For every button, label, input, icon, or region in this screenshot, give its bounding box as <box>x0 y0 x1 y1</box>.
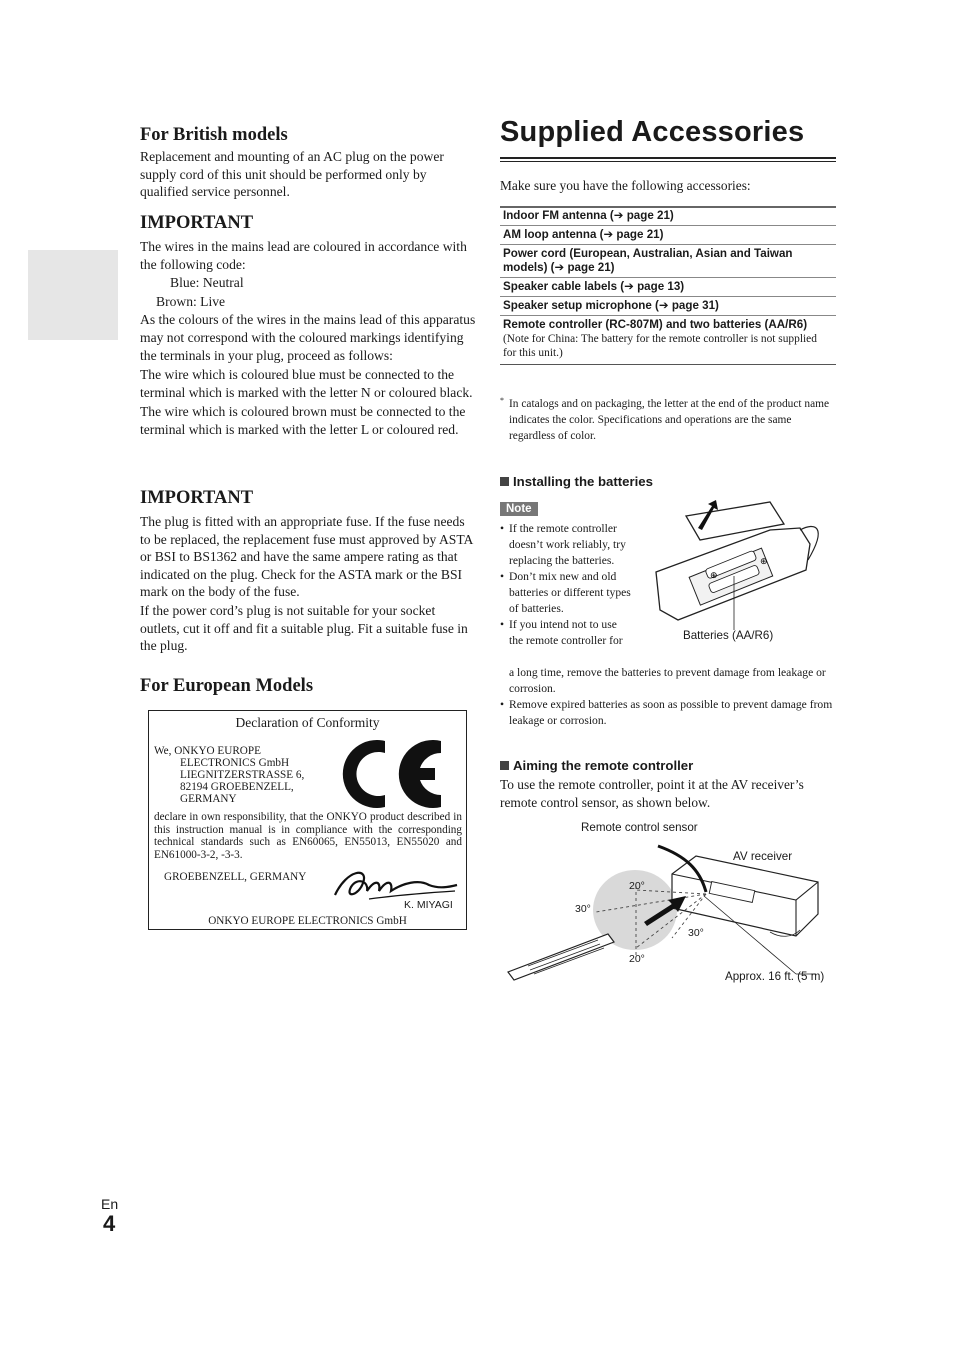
batteries-heading: Installing the batteries <box>500 474 653 489</box>
table-row <box>500 207 836 226</box>
battery-notes-list-2 <box>500 697 836 729</box>
european-section <box>140 675 476 697</box>
important2-p2: If the power cord’s plug is not suitable for your socket outlets, cut it off and fit a suitable plug. Fit a suitable fuse in the plug. <box>140 602 468 654</box>
list-item: • Remove expired batteries as soon as possible to prevent damage from leakage or corrosion. <box>500 697 836 729</box>
table-row <box>500 297 836 316</box>
title-rule-thin <box>500 161 836 162</box>
important2-p1: The plug is fitted with an appropriate fuse. If the fuse needs to be replaced, the replacement fuse must approved by ASTA or BSI to BS1362 and have the same ampere rating as that indicated on the plug. Check for the ASTA mark or the BSI mark on the body of the fuse. <box>140 514 473 600</box>
important1-intro: The wires in the mains lead are coloured in accordance with the following code: <box>140 239 467 272</box>
accessories-table <box>500 207 836 365</box>
accessory-item: Indoor FM antenna (➔ page 21) <box>500 207 836 226</box>
declaration-of-conformity-box <box>148 710 467 930</box>
note-badge <box>500 499 538 517</box>
batteries-caption: Batteries (AA/R6) <box>683 629 774 642</box>
list-item: • If the remote controller doesn’t work reliably, try replacing the batteries. <box>500 521 632 569</box>
table-row <box>500 245 836 278</box>
list-item: • If you intend not to use the remote controller for <box>500 617 632 649</box>
accessory-item: Speaker cable labels (➔ page 13) <box>500 278 836 297</box>
aiming-heading: Aiming the remote controller <box>500 758 693 773</box>
section-square-icon <box>500 477 509 486</box>
battery-notes-list <box>500 521 632 649</box>
wire-brown: Brown: Live <box>156 293 226 309</box>
note-label: Note <box>500 502 538 516</box>
important1-heading: IMPORTANT <box>140 213 254 233</box>
title-rule <box>500 157 836 159</box>
distance-label: Approx. 16 ft. (5 m) <box>725 970 825 983</box>
aiming-diagram <box>500 838 840 988</box>
footnote-text: In catalogs and on packaging, the letter at the end of the product name indicates the color. Specifications and operations are the same regardless of color. <box>509 398 830 442</box>
footnote <box>500 396 836 444</box>
important1-p1: As the colours of the wires in the mains lead of this apparatus may not correspond with the coloured markings identifying the terminals in your plug, proceed as follows: <box>140 312 476 363</box>
british-heading: For British models <box>140 125 288 145</box>
doc-place: GROEBENZELL, GERMANY <box>164 871 307 883</box>
language-code: En <box>101 1196 119 1212</box>
british-section <box>140 124 476 201</box>
important2-section <box>140 487 476 655</box>
doc-address-line2: ELECTRONICS GmbH <box>180 757 290 769</box>
angle-bottom-label: 20° <box>629 953 645 965</box>
section-tab-marker <box>28 250 118 340</box>
european-heading: For European Models <box>140 676 314 696</box>
svg-text:⊕: ⊕ <box>710 571 718 581</box>
sensor-label: Remote control sensor <box>581 821 698 834</box>
receiver-label: AV receiver <box>733 850 793 863</box>
accessory-note: (Note for China: The battery for the remote controller is not supplied for this unit.) <box>503 333 817 359</box>
accessory-cell <box>500 316 836 365</box>
doc-company: ONKYO EUROPE ELECTRONICS GmbH <box>208 915 407 927</box>
table-row <box>500 278 836 297</box>
accessory-item: Power cord (European, Australian, Asian and Taiwan models) (➔ page 21) <box>500 245 836 278</box>
angle-right-label: 30° <box>688 927 704 939</box>
list-item: • Don’t mix new and old batteries or different types of batteries. <box>500 569 632 617</box>
doc-address-line1: We, ONKYO EUROPE <box>154 745 261 757</box>
remote-battery-illustration <box>650 500 840 630</box>
section-square-icon <box>500 761 509 770</box>
battery-note-continued: a long time, remove the batteries to prevent damage from leakage or corrosion. <box>509 666 826 695</box>
doc-address-line4: 82194 GROEBENZELL, <box>180 781 294 793</box>
doc-title: Declaration of Conformity <box>235 715 380 730</box>
footnote-mark: * <box>500 396 504 405</box>
svg-text:⊕: ⊕ <box>760 557 768 567</box>
important1-section <box>140 212 476 439</box>
doc-address-line5: GERMANY <box>180 793 237 805</box>
important1-p2: The wire which is coloured blue must be connected to the terminal which is marked with the letter N or coloured black. <box>140 367 473 400</box>
table-row <box>500 226 836 245</box>
accessories-intro: Make sure you have the following accessories: <box>500 178 751 193</box>
doc-signer: K. MIYAGI <box>404 899 453 911</box>
important2-heading: IMPORTANT <box>140 488 254 508</box>
accessory-item: Speaker setup microphone (➔ page 31) <box>500 297 836 316</box>
page-number: 4 <box>103 1211 116 1236</box>
doc-address-line3: LIEGNITZERSTRASSE 6, <box>180 769 305 781</box>
accessory-item: AM loop antenna (➔ page 21) <box>500 226 836 245</box>
angle-left-label: 30° <box>575 903 591 915</box>
angle-top-label: 20° <box>629 880 645 892</box>
aiming-body: To use the remote controller, point it at the AV receiver’s remote control sensor, as shown below. <box>500 777 804 810</box>
wire-blue: Blue: Neutral <box>170 275 244 291</box>
accessory-item: Remote controller (RC-807M) and two batteries (AA/R6) <box>503 318 808 331</box>
british-body: Replacement and mounting of an AC plug on the power supply cord of this unit should be performed only by qualified service personnel. <box>140 149 444 200</box>
table-row <box>500 316 836 365</box>
doc-declaration-text: declare in own responsibility, that the ONKYO product described in this instruction manual is in compliance with the corresponding technical standards such as EN60065, EN55013, EN55020 and EN61000-3-2, -3-3. <box>154 811 462 861</box>
important1-p3: The wire which is coloured brown must be connected to the terminal which is marked with the letter L or coloured red. <box>140 404 466 437</box>
ce-mark-icon <box>339 735 445 813</box>
page-title: Supplied Accessories <box>500 116 805 148</box>
